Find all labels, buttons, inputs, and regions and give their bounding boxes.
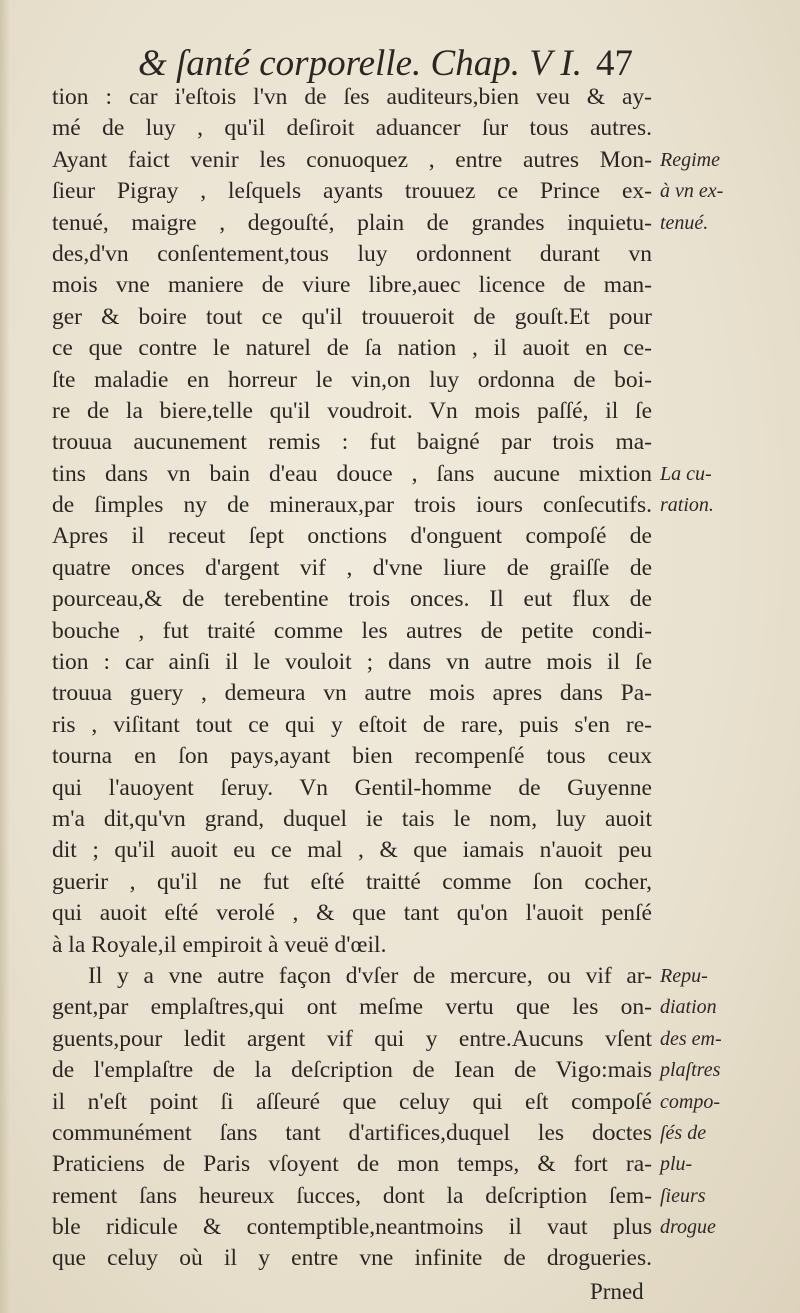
text-line: Apres il receut ſept onctions d'onguent compoſé de bbox=[52, 523, 652, 550]
text-line: quatre onces d'argent vif , d'vne liure de graiſſe de bbox=[52, 554, 652, 581]
margin-note-line: La cu- bbox=[660, 463, 712, 485]
text-line: des,d'vn conſentement,tous luy ordonnent durant vn bbox=[52, 240, 652, 267]
text-line: re de la biere,telle qu'il voudroit. Vn mois paſſé, il ſe bbox=[52, 397, 652, 424]
page-number: 47 bbox=[595, 43, 633, 84]
text-line: ſte maladie en horreur le vin,on luy ordonna de boi- bbox=[52, 366, 652, 393]
text-line: ger & boire tout ce qu'il trouueroit de gouſt.Et pour bbox=[52, 303, 652, 330]
margin-note-line: tenué. bbox=[660, 211, 709, 234]
text-line: ſieur Pigray , leſquels ayants trouuez ce Prince ex- bbox=[52, 178, 652, 205]
margin-note-line: Repu- bbox=[660, 965, 708, 987]
text-line: tins dans vn bain d'eau douce , ſans aucune mixtion bbox=[52, 460, 652, 487]
text-line: Il y a vne autre façon d'vſer de mercure, ou vif ar- bbox=[88, 962, 652, 989]
text-line: m'a dit,qu'vn grand, duquel ie tais le nom, luy auoit bbox=[52, 805, 652, 832]
text-line: tenué, maigre , degouſté, plain de grandes inquietu- bbox=[52, 209, 652, 236]
text-line: guents,pour ledit argent vif qui y entre.Aucuns vſent bbox=[52, 1025, 652, 1052]
text-line: tourna en ſon pays,ayant bien recompenſé tous ceux bbox=[52, 743, 652, 770]
text-line: ble ridicule & contemptible,neantmoins il vaut plus bbox=[52, 1214, 652, 1241]
margin-note-line: ſés de bbox=[660, 1121, 707, 1144]
text-line: qui l'auoyent ſeruy. Vn Gentil-homme de Guyenne bbox=[52, 774, 652, 801]
text-line: communément ſans tant d'artifices,duquel les doctes bbox=[52, 1119, 652, 1146]
margin-note-line: Regime bbox=[660, 149, 720, 171]
margin-note-line: drogue bbox=[660, 1216, 716, 1239]
text-line: rement ſans heureux ſucces, dont la deſcription ſem- bbox=[52, 1182, 652, 1209]
text-line: pourceau,& de terebentine trois onces. Il eut flux de bbox=[52, 586, 652, 613]
text-line: que celuy où il y entre vne infinite de drogueries. bbox=[52, 1245, 652, 1272]
margin-note-line: ration. bbox=[660, 494, 714, 517]
margin-note-line: à vn ex- bbox=[660, 180, 724, 203]
margin-note-line: compo- bbox=[660, 1090, 720, 1113]
text-line: mois vne maniere de viure libre,auec licence de man- bbox=[52, 272, 652, 299]
page-gutter-shadow bbox=[0, 0, 10, 1313]
text-line: Praticiens de Paris vſoyent de mon temps, & fort ra- bbox=[52, 1151, 652, 1178]
margin-note-line: diation bbox=[660, 996, 717, 1019]
margin-note-repudiation bbox=[660, 961, 790, 1244]
text-line: ce que contre le naturel de ſa nation , il auoit en ce- bbox=[52, 335, 652, 362]
text-line: trouua guery , demeura vn autre mois apres dans Pa- bbox=[52, 680, 652, 707]
text-line: de l'emplaſtre de la deſcription de Iean de Vigo:mais bbox=[52, 1057, 652, 1084]
margin-note-line: des em- bbox=[660, 1027, 722, 1050]
margin-note-regime bbox=[660, 145, 790, 239]
text-line: tion : car ainſi il le vouloit ; dans vn autre mois il ſe bbox=[52, 649, 652, 676]
text-line: guerir , qu'il ne fut eſté traitté comme ſon cocher, bbox=[52, 868, 652, 895]
text-line: mé de luy , qu'il deſiroit aduancer ſur tous autres. bbox=[52, 115, 652, 142]
text-line: il n'eſt point ſi aſſeuré que celuy qui eſt compoſé bbox=[52, 1088, 652, 1115]
text-line: trouua aucunement remis : fut baigné par trois ma- bbox=[52, 429, 652, 456]
text-line: gent,par emplaſtres,qui ont meſme vertu que les on- bbox=[52, 994, 652, 1021]
text-line: à la Royale,il empiroit à veuë d'œil. bbox=[52, 931, 387, 958]
text-line: de ſimples ny de mineraux,par trois iours conſecutifs. bbox=[52, 492, 652, 519]
text-line: qui auoit eſté verolé , & que tant qu'on l'auoit penſé bbox=[52, 900, 652, 927]
main-text-block bbox=[52, 82, 652, 1275]
margin-note-curation bbox=[660, 459, 790, 522]
margin-note-line: ſieurs bbox=[660, 1184, 706, 1207]
text-line: bouche , fut traité comme les autres de petite condi- bbox=[52, 617, 652, 644]
running-title: & ſanté corporelle. Chap. V I. bbox=[138, 43, 582, 84]
catchword: Prned bbox=[590, 1279, 644, 1304]
text-line: Ayant faict venir les conuoquez , entre autres Mon- bbox=[52, 146, 652, 173]
text-line: ris , viſitant tout ce qui y eſtoit de rare, puis s'en re- bbox=[52, 711, 652, 738]
margin-note-line: plaſtres bbox=[660, 1059, 721, 1082]
text-line: tion : car i'eſtois l'vn de ſes auditeurs,bien veu & ay- bbox=[52, 84, 652, 110]
text-line: dit ; qu'il auoit eu ce mal , & que iamais n'auoit peu bbox=[52, 837, 652, 864]
margin-note-line: plu- bbox=[660, 1153, 693, 1176]
